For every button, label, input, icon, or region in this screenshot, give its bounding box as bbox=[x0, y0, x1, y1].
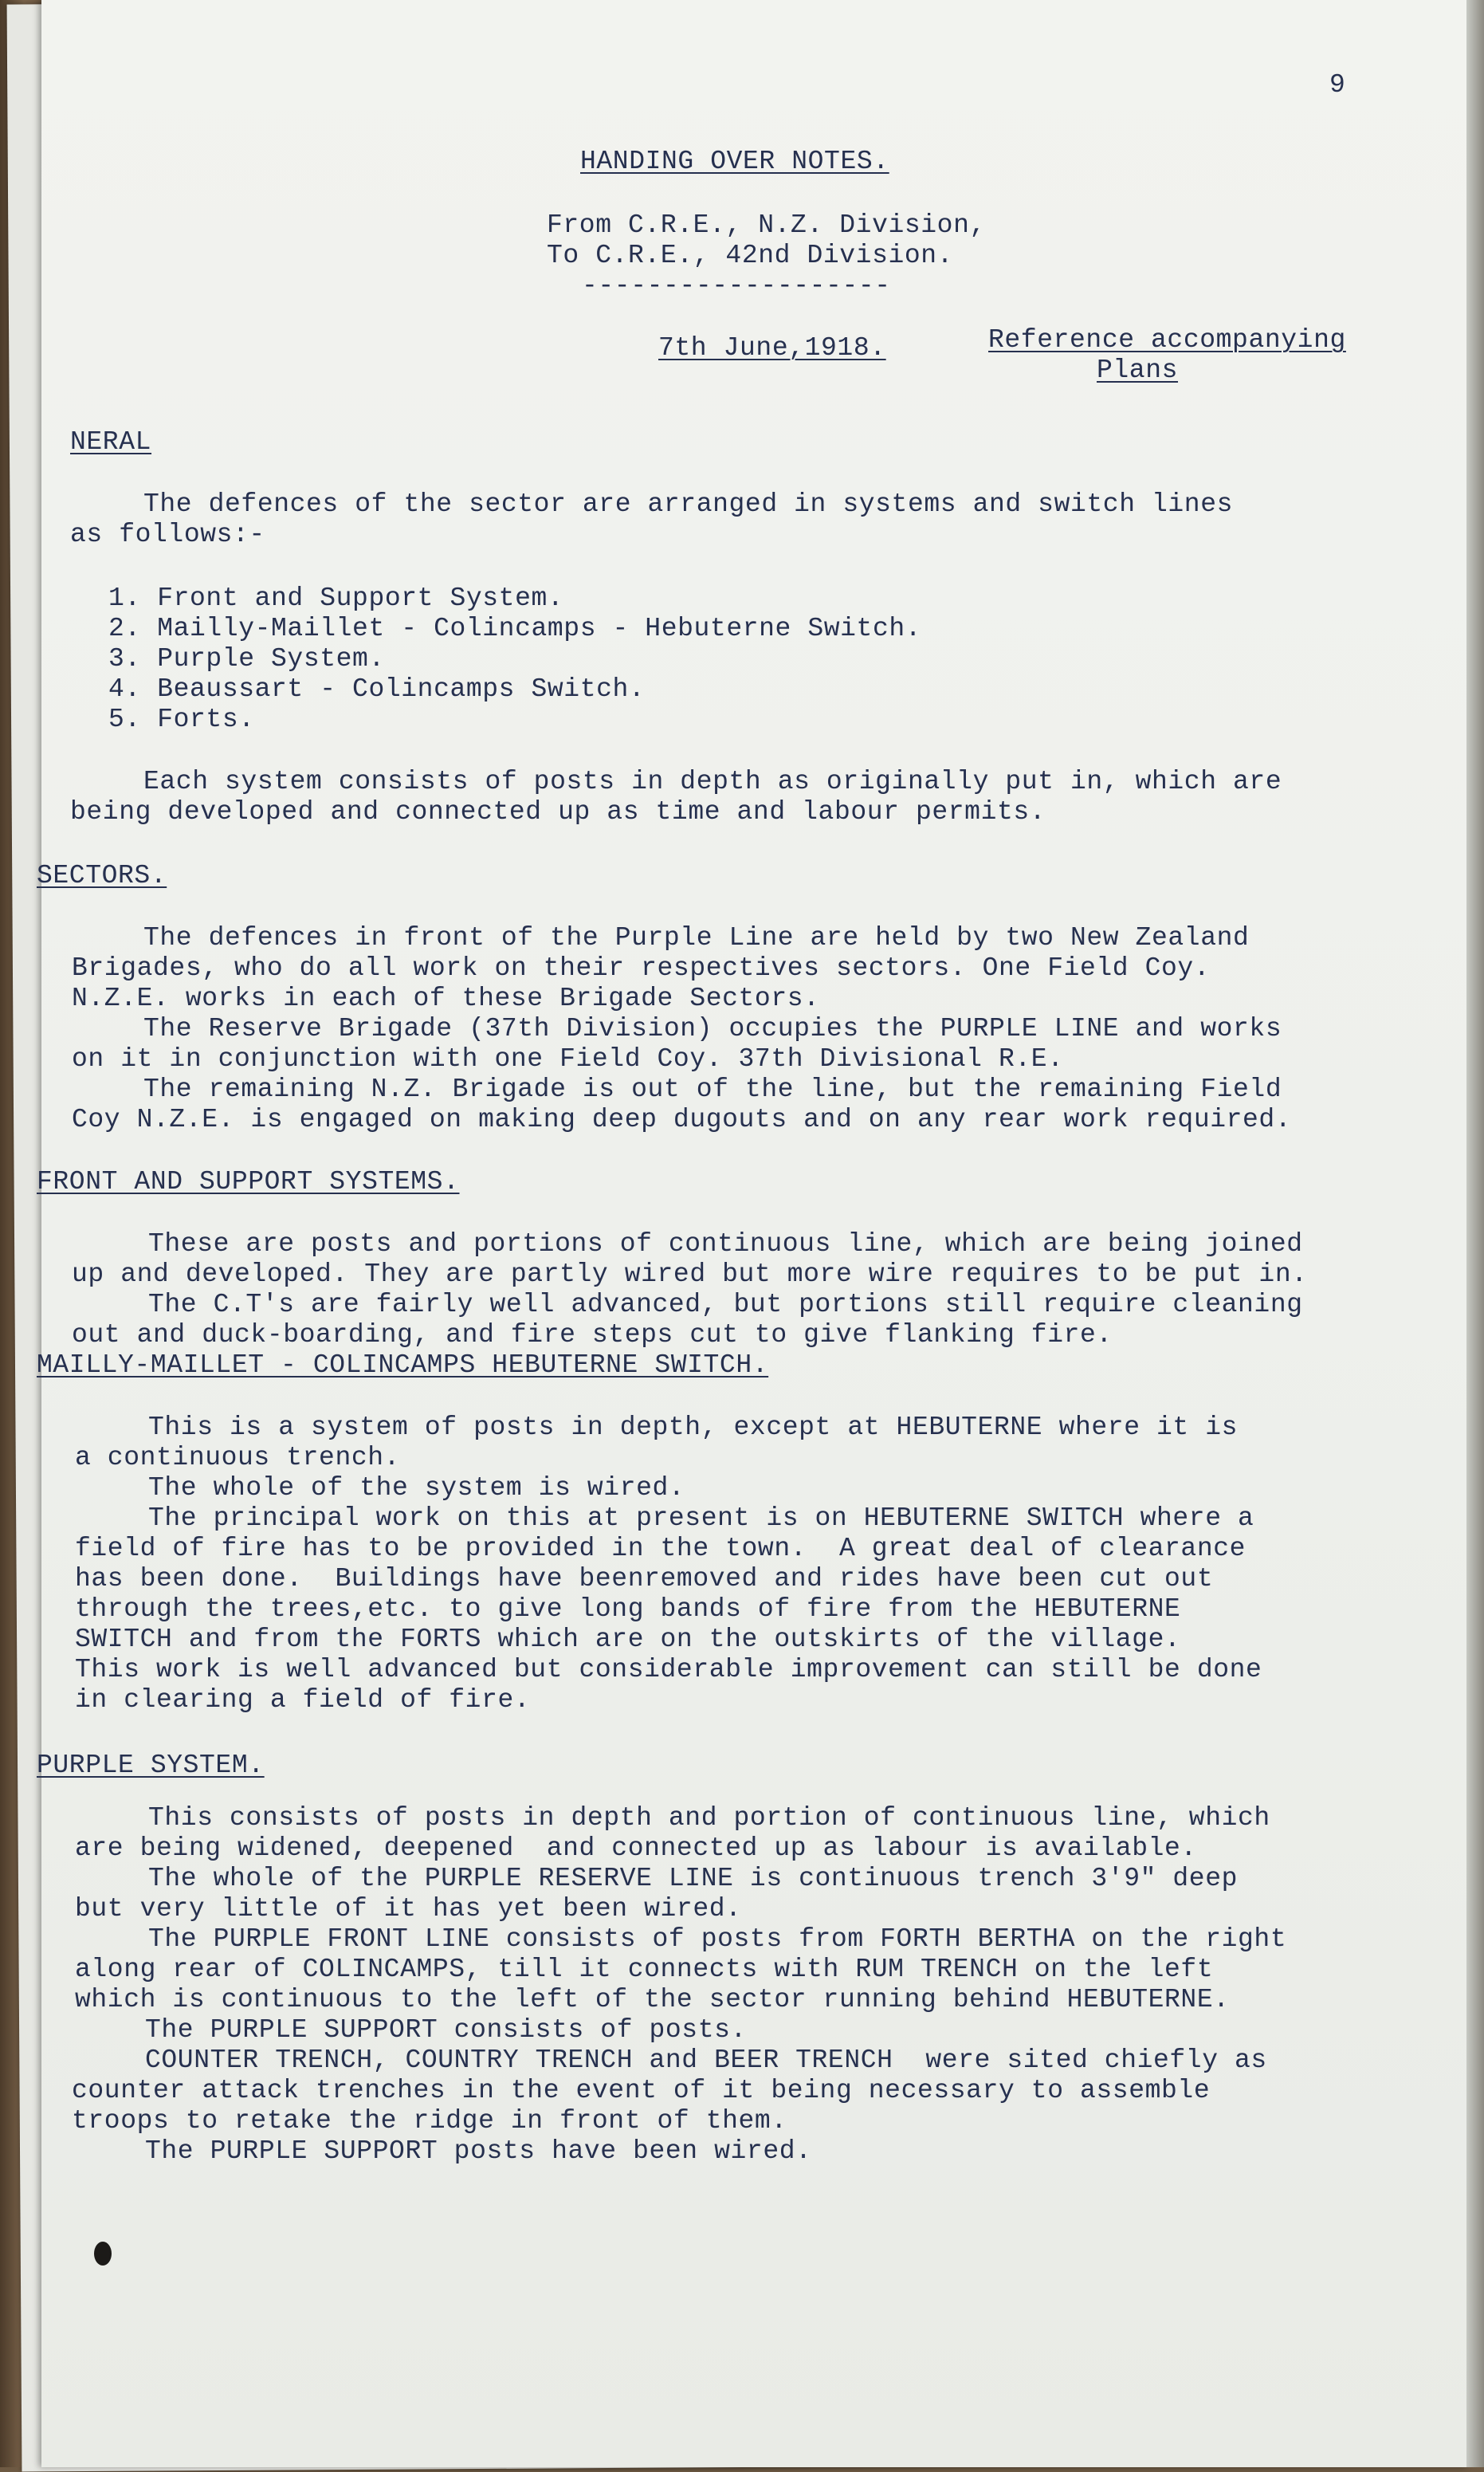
list-item: 2. Mailly-Maillet - Colincamps - Hebuterne Switch. bbox=[108, 614, 922, 643]
text-line: This work is well advanced but considerable improvement can still be done bbox=[75, 1655, 1262, 1684]
text-line: as follows:- bbox=[70, 520, 265, 549]
text-line: on it in conjunction with one Field Coy. 37th Divisional R.E. bbox=[72, 1044, 1064, 1074]
document-title: HANDING OVER NOTES. bbox=[580, 147, 889, 176]
text-line: The principal work on this at present is on HEBUTERNE SWITCH where a bbox=[148, 1503, 1254, 1533]
text-line: The PURPLE SUPPORT consists of posts. bbox=[145, 2015, 747, 2045]
list-item: 3. Purple System. bbox=[108, 644, 385, 674]
text-line: field of fire has to be provided in the town. A great deal of clearance bbox=[75, 1534, 1246, 1563]
text-line: This is a system of posts in depth, except at HEBUTERNE where it is bbox=[148, 1413, 1239, 1442]
to-line: To C.R.E., 42nd Division. bbox=[547, 241, 954, 270]
section-heading-front-support: FRONT AND SUPPORT SYSTEMS. bbox=[37, 1167, 460, 1197]
text-line: The C.T's are fairly well advanced, but portions still require cleaning bbox=[148, 1290, 1303, 1319]
list-item: 4. Beaussart - Colincamps Switch. bbox=[108, 674, 646, 704]
text-line: up and developed. They are partly wired but more wire requires to be put in. bbox=[72, 1260, 1308, 1289]
text-line: has been done. Buildings have beenremoved and rides have been cut out bbox=[75, 1564, 1214, 1594]
text-line: which is continuous to the left of the sector running behind HEBUTERNE. bbox=[75, 1985, 1230, 2014]
text-line: The PURPLE FRONT LINE consists of posts from FORTH BERTHA on the right bbox=[148, 1924, 1287, 1954]
text-line: The remaining N.Z. Brigade is out of the line, but the remaining Field bbox=[143, 1075, 1282, 1104]
section-heading-purple: PURPLE SYSTEM. bbox=[37, 1751, 265, 1780]
text-line: a continuous trench. bbox=[75, 1443, 401, 1472]
text-line: The defences in front of the Purple Line are held by two New Zealand bbox=[143, 923, 1250, 953]
section-heading-general: NERAL bbox=[70, 427, 152, 457]
text-line: are being widened, deepened and connected up as labour is available. bbox=[75, 1833, 1197, 1863]
text-line: through the trees,etc. to give long bands of fire from the HEBUTERNE bbox=[75, 1594, 1181, 1624]
text-line: being developed and connected up as time and labour permits. bbox=[70, 797, 1046, 827]
text-line: troops to retake the ridge in front of them. bbox=[72, 2106, 787, 2136]
text-line: in clearing a field of fire. bbox=[75, 1685, 531, 1715]
text-line: but very little of it has yet been wired. bbox=[75, 1894, 742, 1924]
reference-line-2: Plans bbox=[1097, 356, 1179, 385]
section-heading-sectors: SECTORS. bbox=[37, 861, 167, 890]
text-line: COUNTER TRENCH, COUNTRY TRENCH and BEER TRENCH were sited chiefly as bbox=[145, 2046, 1267, 2075]
text-line: The Reserve Brigade (37th Division) occupies the PURPLE LINE and works bbox=[143, 1014, 1282, 1043]
text-line: SWITCH and from the FORTS which are on the outskirts of the village. bbox=[75, 1625, 1181, 1654]
page-number: 9 bbox=[1329, 70, 1346, 100]
date: 7th June,1918. bbox=[658, 333, 886, 363]
text-line: counter attack trenches in the event of it being necessary to assemble bbox=[72, 2076, 1211, 2105]
punch-hole bbox=[94, 2242, 112, 2266]
text-line: Coy N.Z.E. is engaged on making deep dugouts and on any rear work required. bbox=[72, 1105, 1292, 1134]
text-line: The whole of the PURPLE RESERVE LINE is continuous trench 3'9" deep bbox=[148, 1864, 1239, 1893]
page-edge bbox=[1466, 0, 1484, 2467]
list-item: 1. Front and Support System. bbox=[108, 584, 564, 613]
from-line: From C.R.E., N.Z. Division, bbox=[547, 210, 986, 240]
list-item: 5. Forts. bbox=[108, 705, 255, 734]
text-line: This consists of posts in depth and portion of continuous line, which bbox=[148, 1803, 1270, 1833]
text-line: The defences of the sector are arranged in systems and switch lines bbox=[143, 489, 1234, 519]
text-line: Brigades, who do all work on their respectives sectors. One Field Coy. bbox=[72, 953, 1211, 983]
text-line: These are posts and portions of continuous line, which are being joined bbox=[148, 1229, 1303, 1259]
text-line: out and duck-boarding, and fire steps cut to give flanking fire. bbox=[72, 1320, 1113, 1350]
section-heading-switch: MAILLY-MAILLET - COLINCAMPS HEBUTERNE SWITCH. bbox=[37, 1350, 769, 1380]
header-rule: ------------------- bbox=[582, 271, 891, 301]
reference-line-1: Reference accompanying bbox=[988, 325, 1346, 355]
text-line: Each system consists of posts in depth as originally put in, which are bbox=[143, 767, 1282, 796]
text-line: along rear of COLINCAMPS, till it connects with RUM TRENCH on the left bbox=[75, 1955, 1214, 1984]
text-line: N.Z.E. works in each of these Brigade Sectors. bbox=[72, 984, 820, 1013]
text-line: The PURPLE SUPPORT posts have been wired. bbox=[145, 2136, 812, 2166]
text-line: The whole of the system is wired. bbox=[148, 1473, 685, 1503]
